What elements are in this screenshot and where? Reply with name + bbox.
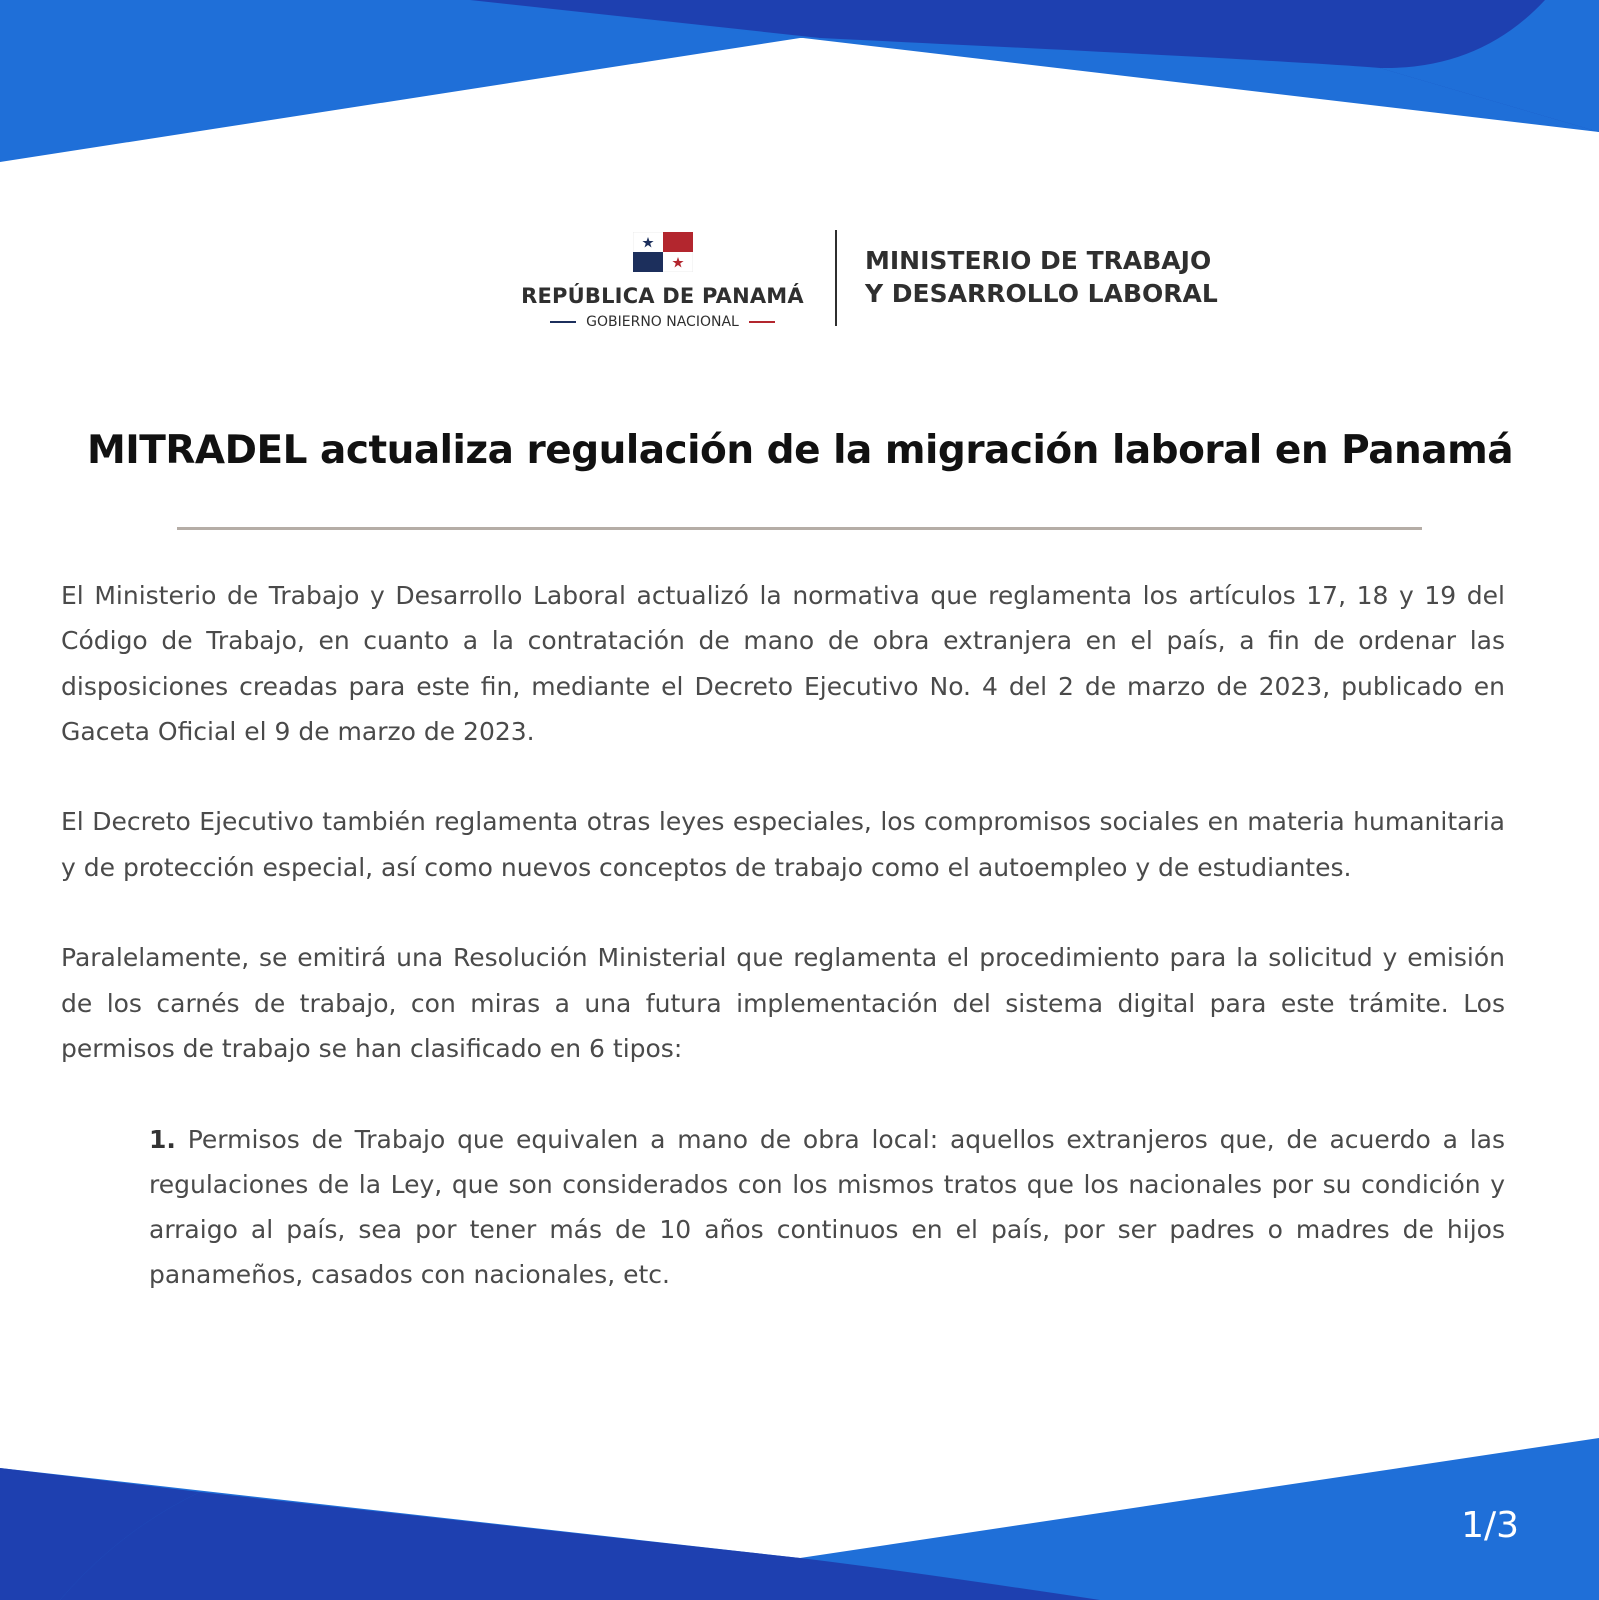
paragraph-1: El Ministerio de Trabajo y Desarrollo Laboral actualizó la normativa que reglamenta los artículos 17, 18 y 19 del Código de Trabajo, en cuanto a la contratación de mano de obra extranjera en el país, a fin de ordenar las disposiciones creadas para este fin, mediante el Decreto Ejecutivo No. 4 del 2 de marzo de 2023, publicado en Gaceta Oficial el 9 de marzo de 2023.: [61, 581, 1505, 746]
red-rule: [749, 321, 775, 323]
ministry-line-2: Y DESARROLLO LABORAL: [865, 279, 1218, 308]
blue-rule: [550, 321, 576, 323]
top-wave-decoration: [0, 0, 1599, 170]
article-body: [61, 573, 1505, 1343]
paragraph-3: Paralelamente, se emitirá una Resolución Ministerial que reglamenta el procedimiento para la solicitud y emisión de los carnés de trabajo, con miras a una futura implementación del sistema digital para este trámite. Los permisos de trabajo se han clasificado en 6 tipos:: [61, 943, 1505, 1063]
ministry-line-1: MINISTERIO DE TRABAJO: [865, 246, 1212, 275]
paragraph-2: El Decreto Ejecutivo también reglamenta otras leyes especiales, los compromisos sociales en materia humanitaria y de protección especial, así como nuevos conceptos de trabajo como el autoempleo y de estudiantes.: [61, 807, 1505, 882]
government-label-row: [500, 314, 825, 330]
bottom-wave-decoration: [0, 1420, 1599, 1600]
government-label: GOBIERNO NACIONAL: [586, 314, 739, 330]
ministry-name: [865, 244, 1218, 310]
page-number: 1/3: [1461, 1505, 1519, 1546]
title-divider: [177, 527, 1422, 530]
government-logo: [500, 226, 1240, 336]
list-item-number: 1.: [149, 1124, 176, 1154]
list-item-text: Permisos de Trabajo que equivalen a mano de obra local: aquellos extranjeros que, de acuerdo a las regulaciones de la Ley, que son considerados con los mismos tratos que los nacionales por su condición y arraigo al país, sea por tener más de 10 años continuos en el país, por ser padres o madres de hijos panameños, casados con nacionales, etc.: [149, 1124, 1505, 1290]
logo-divider: [835, 230, 837, 326]
republic-name: REPÚBLICA DE PANAMÁ: [521, 284, 804, 308]
article-title: MITRADEL actualiza regulación de la migración laboral en Panamá: [86, 428, 1514, 473]
panama-flag-icon: [633, 232, 693, 272]
republic-block: [500, 226, 825, 336]
list-item: [149, 1117, 1505, 1298]
